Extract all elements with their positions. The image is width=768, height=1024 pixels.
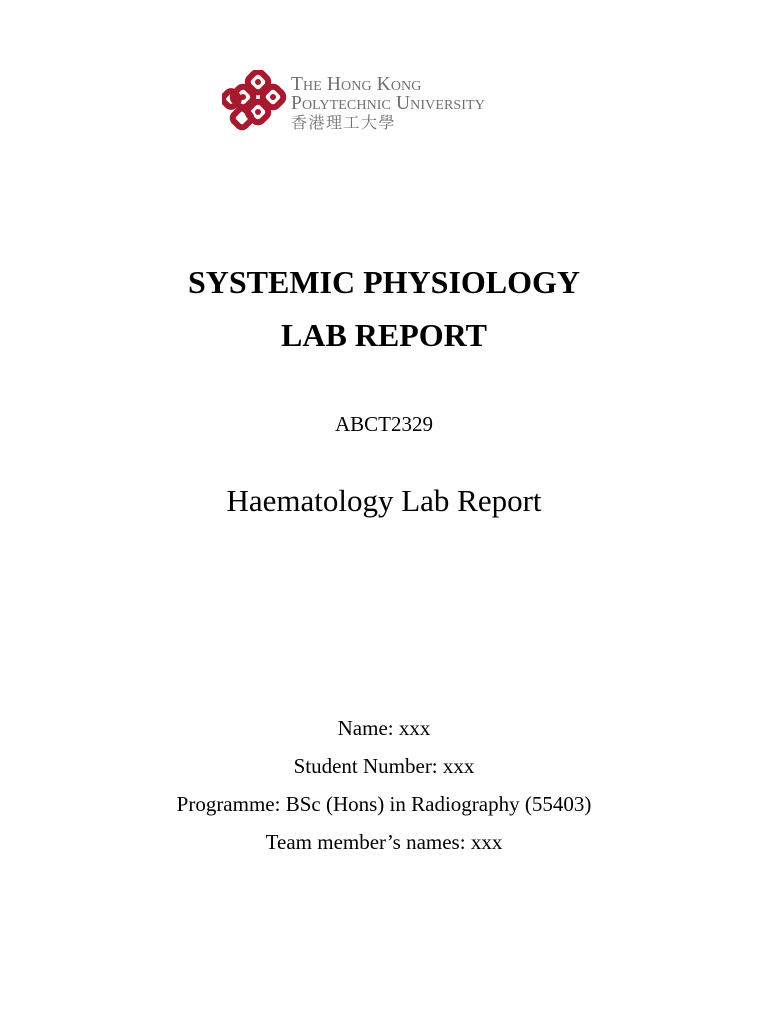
- university-name-chinese: 香港理工大學: [291, 113, 397, 132]
- student-name: Name: xxx: [337, 716, 431, 740]
- team-members: Team member’s names: xxx: [265, 830, 503, 854]
- report-subtitle: Haematology Lab Report: [226, 483, 542, 518]
- university-name-line2: Polytechnic University: [291, 93, 485, 114]
- university-logo: [222, 70, 552, 136]
- report-title-line2: LAB REPORT: [280, 317, 487, 353]
- programme: Programme: BSc (Hons) in Radiography (55403): [176, 792, 592, 816]
- polyu-emblem-icon: [222, 70, 288, 136]
- university-name-line1: The Hong Kong: [291, 74, 422, 95]
- student-number: Student Number: xxx: [293, 754, 475, 778]
- university-name: [291, 75, 553, 133]
- report-title-line1: SYSTEMIC PHYSIOLOGY: [187, 264, 581, 300]
- course-code: ABCT2329: [334, 412, 433, 436]
